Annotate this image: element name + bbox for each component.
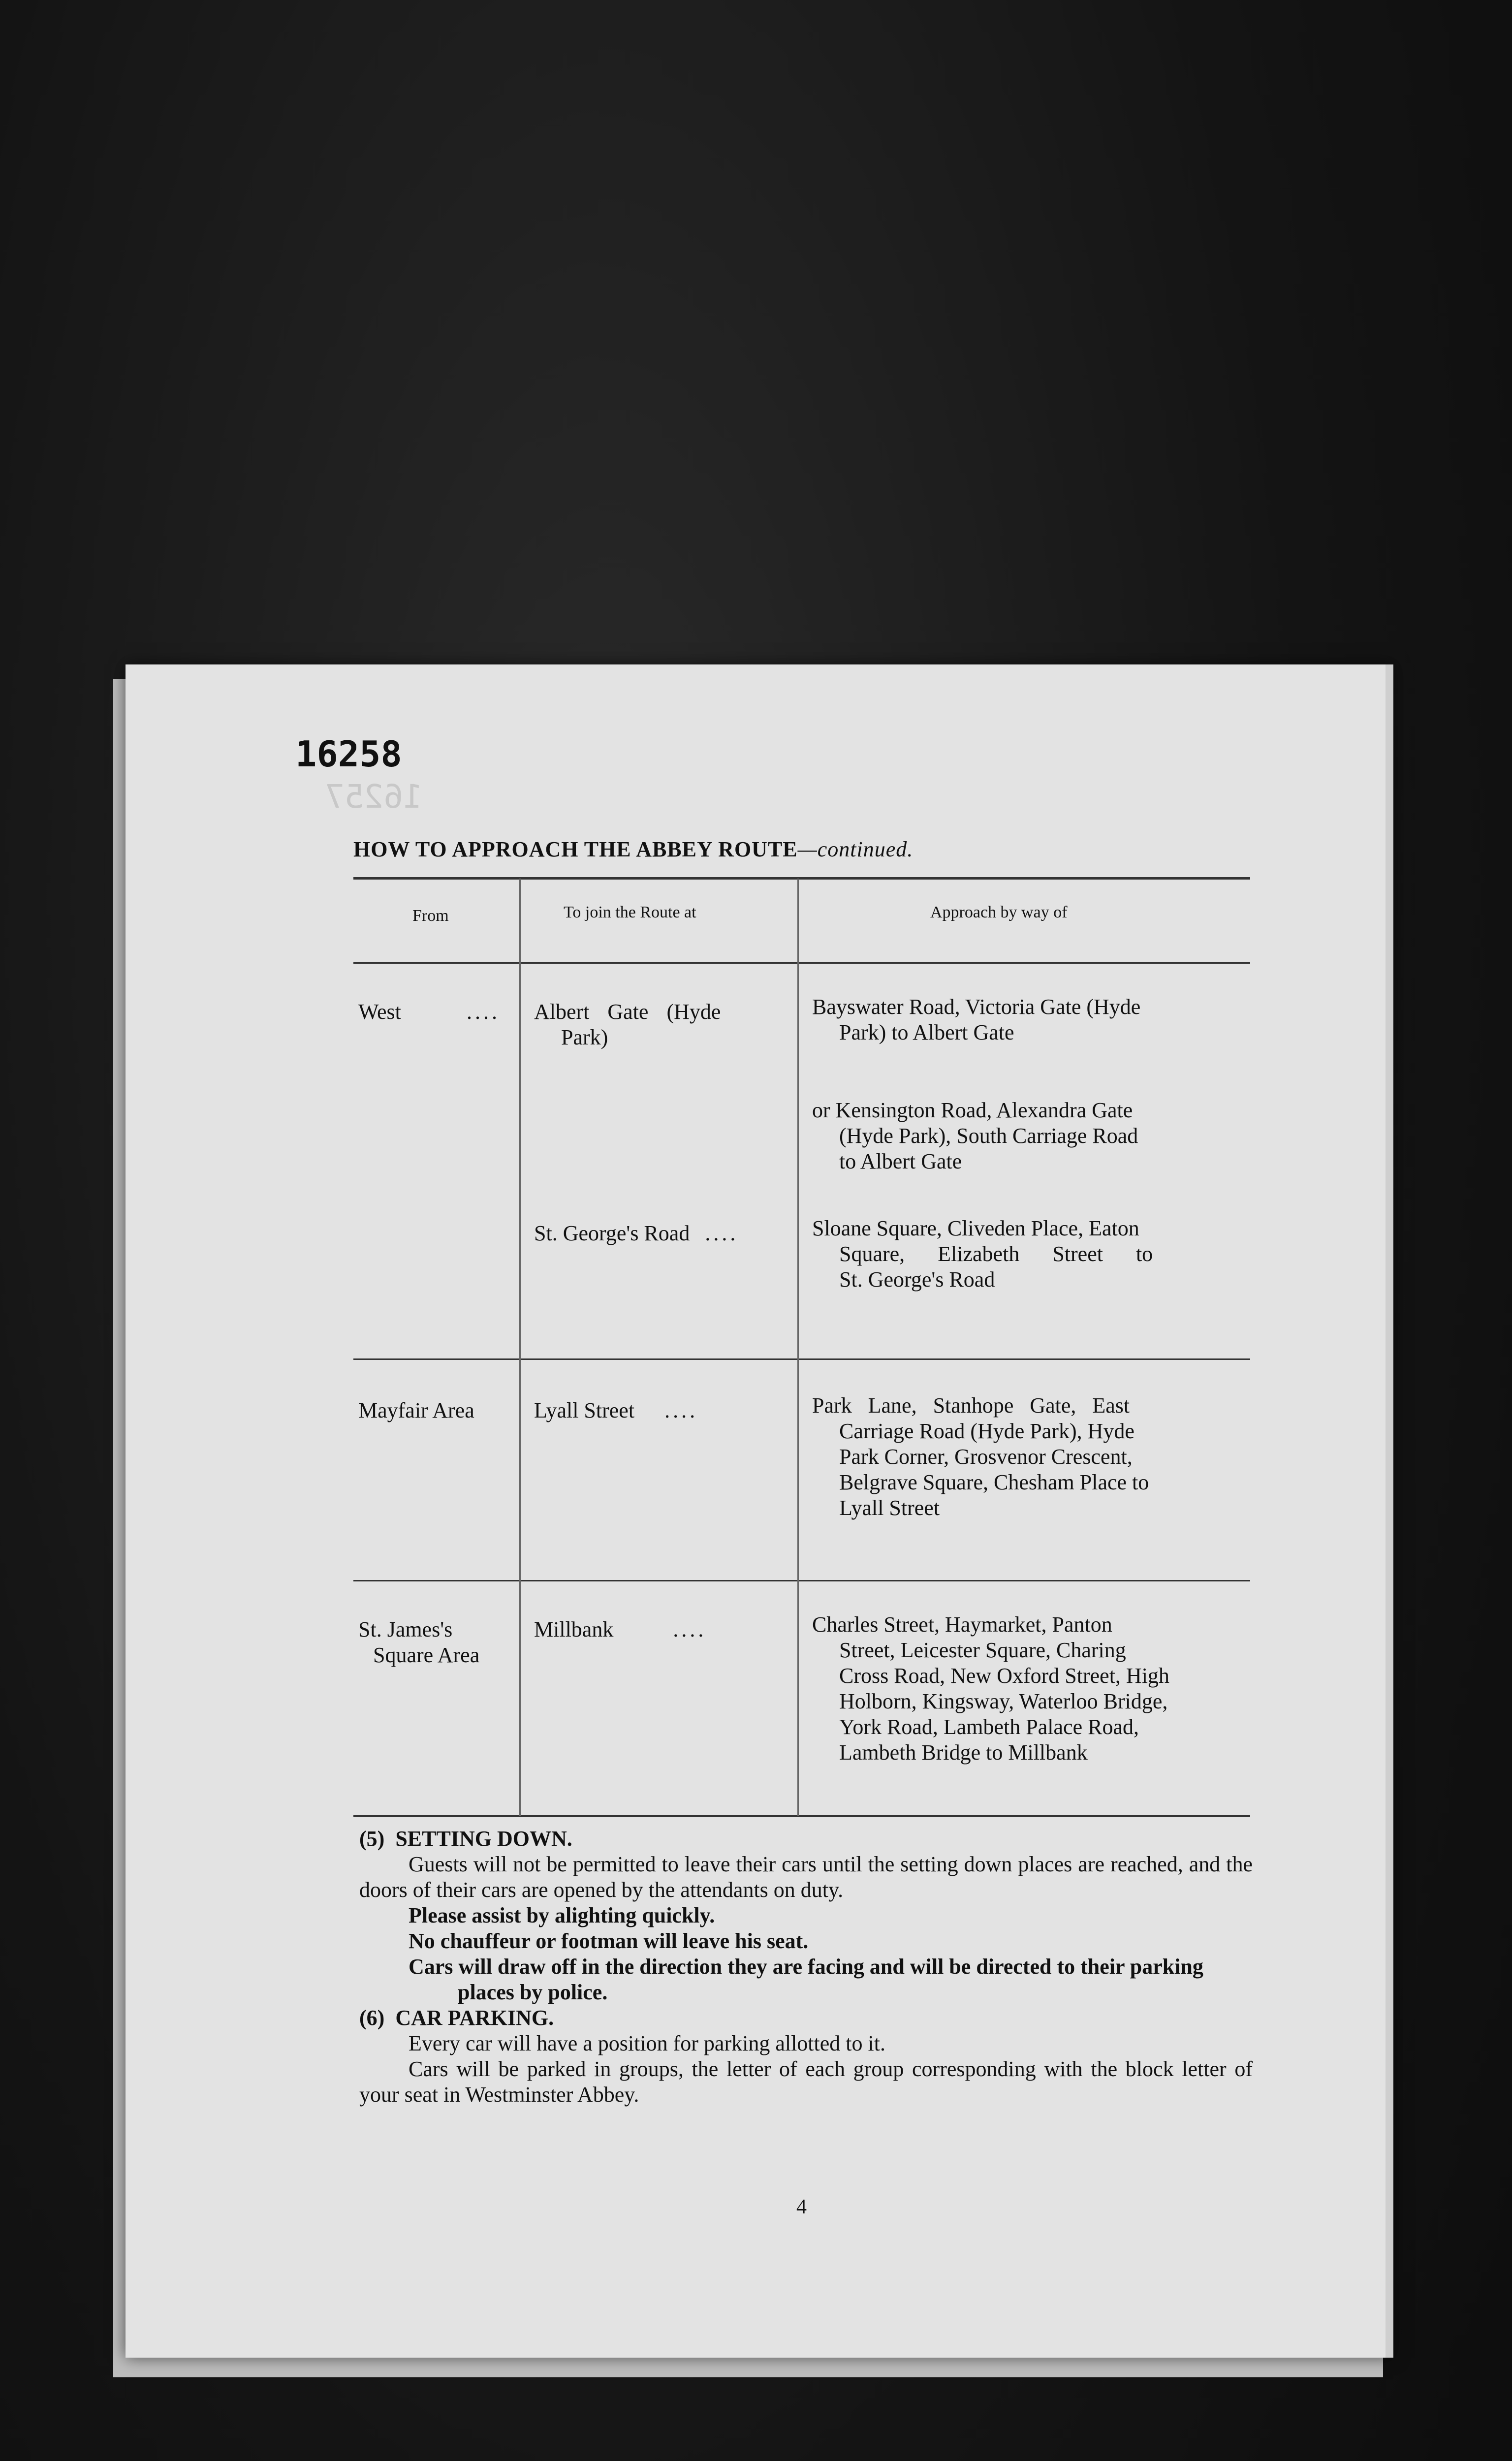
row-mayfair-join — [534, 1398, 790, 1423]
car-parking-text-1: Every car will have a position for parking allotted to it. — [409, 2031, 885, 2055]
table-top-rule — [353, 877, 1250, 880]
leader-dots: .... — [664, 1398, 698, 1422]
row-st-georges-approach — [812, 1216, 1250, 1293]
header-bottom-rule — [353, 962, 1250, 964]
approach-line: or Kensington Road, Alexandra Gate — [812, 1098, 1133, 1122]
join-line: Albert Gate (Hyde — [534, 1000, 721, 1024]
row-west-join — [534, 999, 780, 1050]
setting-down-note-2: No chauffeur or footman will leave his seat. — [409, 1929, 809, 1953]
section-title: SETTING DOWN. — [395, 1827, 572, 1851]
heading-text: HOW TO APPROACH THE ABBEY ROUTE — [353, 837, 798, 861]
join-line: Park) — [561, 1025, 608, 1049]
bleed-through-number: 16257 — [325, 778, 423, 816]
setting-down-heading — [359, 1826, 1253, 1852]
column-header-approach: Approach by way of — [930, 903, 1068, 921]
row-west-from — [358, 999, 511, 1025]
row-kensington-approach — [812, 1098, 1250, 1174]
approach-line: Park Lane, Stanhope Gate, East — [812, 1393, 1130, 1418]
approach-line: Sloane Square, Cliveden Place, Eaton — [812, 1216, 1139, 1240]
section-title: CAR PARKING. — [395, 2006, 554, 2030]
approach-line: Holborn, Kingsway, Waterloo Bridge, — [839, 1689, 1168, 1713]
row-west-approach — [812, 994, 1250, 1045]
car-parking-heading — [359, 2005, 1253, 2031]
page-heading — [353, 837, 913, 862]
heading-suffix: —continued. — [797, 837, 914, 861]
leader-dots: .... — [467, 1000, 500, 1024]
setting-down-note-3: Cars will draw off in the direction they are facing and will be directed to their parking places by police. — [409, 1955, 1203, 2004]
document-number: 16258 — [295, 733, 402, 775]
from-line: St. James's — [358, 1617, 453, 1641]
approach-line: Lyall Street — [839, 1496, 940, 1520]
join-text: Lyall Street — [534, 1398, 635, 1422]
approach-line: St. George's Road — [839, 1267, 995, 1292]
from-line: Square Area — [373, 1643, 480, 1667]
section-number: (6) — [359, 2006, 385, 2030]
row-mayfair-from: Mayfair Area — [358, 1398, 474, 1422]
approach-line: (Hyde Park), South Carriage Road — [839, 1124, 1138, 1148]
row-st-georges-join — [534, 1221, 790, 1246]
approach-line: Charles Street, Haymarket, Panton — [812, 1612, 1112, 1637]
approach-line: York Road, Lambeth Palace Road, — [839, 1715, 1139, 1739]
join-text: Millbank — [534, 1617, 614, 1641]
join-text: St. George's Road — [534, 1221, 690, 1245]
from-text: West — [358, 1000, 401, 1024]
approach-line: Street, Leicester Square, Charing — [839, 1638, 1126, 1662]
row-mayfair-approach — [812, 1393, 1250, 1521]
column-header-join: To join the Route at — [564, 903, 696, 921]
approach-line: Park) to Albert Gate — [839, 1020, 1014, 1044]
approach-line: to Albert Gate — [839, 1149, 962, 1173]
section-number: (5) — [359, 1827, 385, 1851]
approach-line: Bayswater Road, Victoria Gate (Hyde — [812, 995, 1141, 1019]
approach-line: Square, Elizabeth Street to — [839, 1242, 1153, 1266]
approach-line: Belgrave Square, Chesham Place to — [839, 1470, 1149, 1494]
column-divider-2 — [797, 879, 799, 1816]
leader-dots: .... — [705, 1221, 739, 1245]
row-st-james-approach — [812, 1612, 1250, 1766]
approach-line: Cross Road, New Oxford Street, High — [839, 1664, 1169, 1688]
approach-line: Park Corner, Grosvenor Crescent, — [839, 1445, 1133, 1469]
setting-down-text: Guests will not be permitted to leave their cars until the setting down places are reached, and the doors of their cars are opened by the attendants on duty. — [359, 1852, 1253, 1902]
leader-dots: .... — [673, 1617, 707, 1641]
row-st-james-join — [534, 1617, 790, 1642]
row-st-james-from — [358, 1617, 516, 1668]
car-parking-text-2: Cars will be parked in groups, the letter of each group corresponding with the block letter of your seat in Westminster Abbey. — [359, 2057, 1253, 2107]
approach-line: Lambeth Bridge to Millbank — [839, 1740, 1088, 1765]
row-rule-1 — [353, 1358, 1250, 1360]
page-number: 4 — [796, 2196, 807, 2218]
setting-down-note-1: Please assist by alighting quickly. — [409, 1903, 715, 1927]
column-header-from: From — [412, 907, 449, 925]
row-rule-2 — [353, 1580, 1250, 1581]
column-divider-1 — [519, 879, 521, 1816]
approach-line: Carriage Road (Hyde Park), Hyde — [839, 1419, 1134, 1443]
notes-section — [359, 1826, 1253, 2108]
table-bottom-rule — [353, 1815, 1250, 1817]
